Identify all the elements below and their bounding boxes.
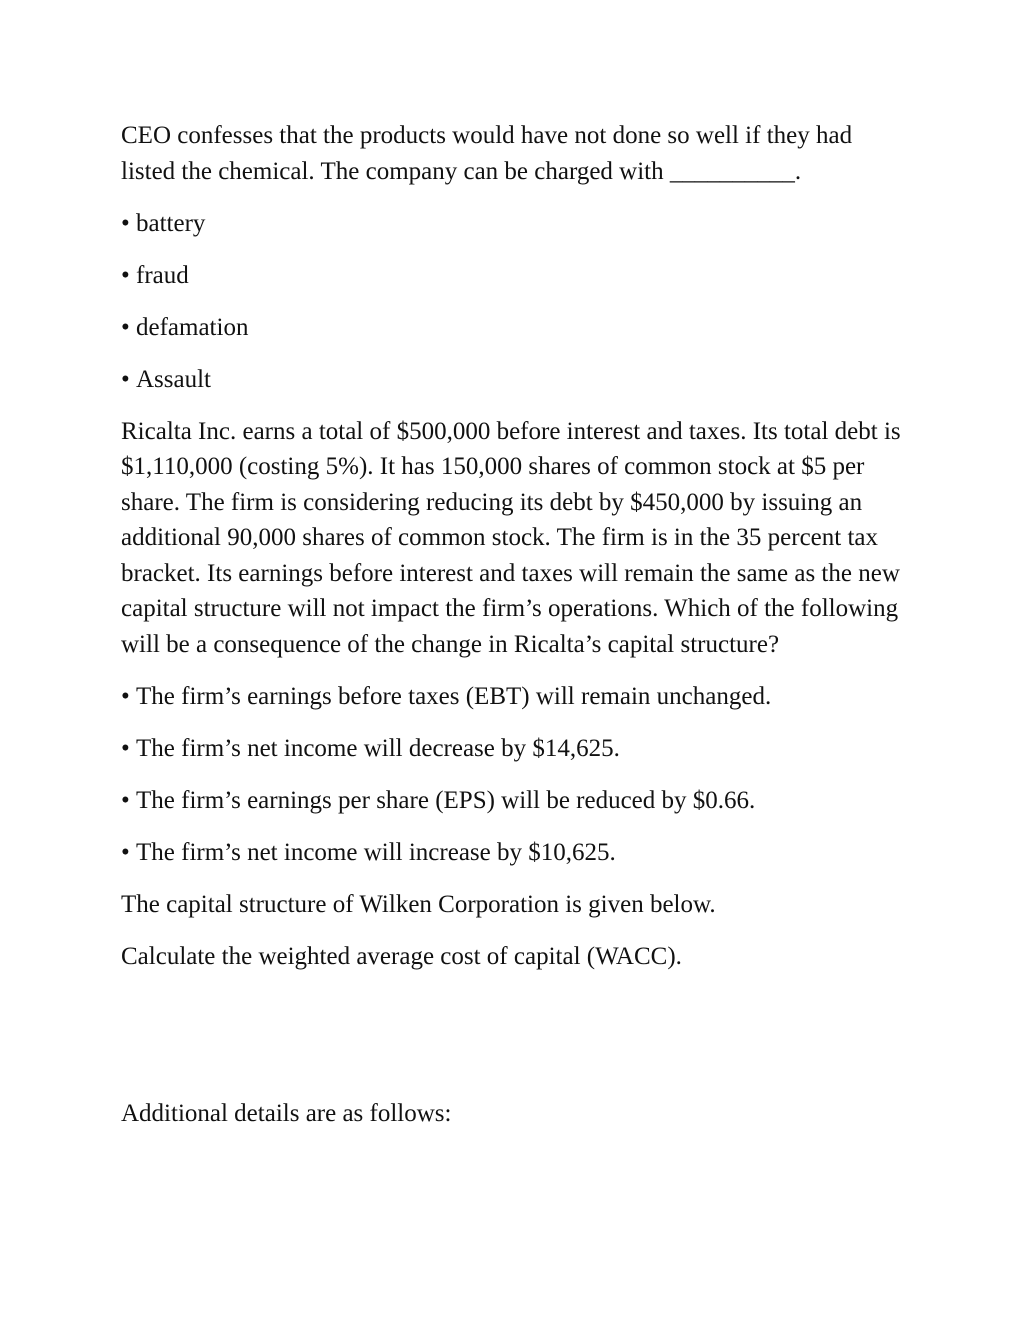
option-label: Assault (136, 365, 211, 393)
question1-option-defamation (121, 310, 911, 346)
option-label: The firm’s net income will decrease by $14,625. (136, 734, 620, 762)
question3-details-heading: Additional details are as follows: (121, 1099, 452, 1127)
question1-option-assault (121, 362, 911, 398)
option-label: The firm’s earnings before taxes (EBT) will remain unchanged. (136, 682, 772, 710)
question2-option-eps-reduced (121, 783, 911, 819)
bullet-icon: • (121, 786, 130, 814)
option-label: battery (136, 209, 206, 237)
question3-instruction: Calculate the weighted average cost of capital (WACC). (121, 942, 682, 970)
document-page (121, 118, 911, 1148)
question2-text: Ricalta Inc. earns a total of $500,000 before interest and taxes. Its total debt is $1,110,000 (costing 5%). It has 150,000 shares of common stock at $5 per share. The firm is considering reducing its debt by $450,000 by issuing an additional 90,000 shares of common stock. The firm is in the 35 percent tax bracket. Its earnings before interest and taxes will remain the same as the new capital structure will not impact the firm’s operations. Which of the following will be a consequence of the change in Ricalta’s capital structure? (121, 417, 901, 658)
question1-text: CEO confesses that the products would have not done so well if they had listed the chemical. The company can be charged with __________. (121, 122, 853, 185)
bullet-icon: • (121, 734, 130, 762)
bullet-icon: • (121, 261, 130, 289)
question3-intro: The capital structure of Wilken Corporation is given below. (121, 890, 716, 918)
bullet-icon: • (121, 838, 130, 866)
option-label: The firm’s net income will increase by $10,625. (136, 838, 616, 866)
bullet-icon: • (121, 365, 130, 393)
option-label: fraud (136, 261, 189, 289)
question1-option-battery (121, 206, 911, 242)
question1-option-fraud (121, 258, 911, 294)
option-label: defamation (136, 313, 249, 341)
option-label: The firm’s earnings per share (EPS) will be reduced by $0.66. (136, 786, 756, 814)
question2-option-net-income-decrease (121, 731, 911, 767)
bullet-icon: • (121, 209, 130, 237)
bullet-icon: • (121, 682, 130, 710)
bullet-icon: • (121, 313, 130, 341)
question2-option-ebt-unchanged (121, 679, 911, 715)
question2-option-net-income-increase (121, 835, 911, 871)
blank-space (121, 991, 911, 1096)
